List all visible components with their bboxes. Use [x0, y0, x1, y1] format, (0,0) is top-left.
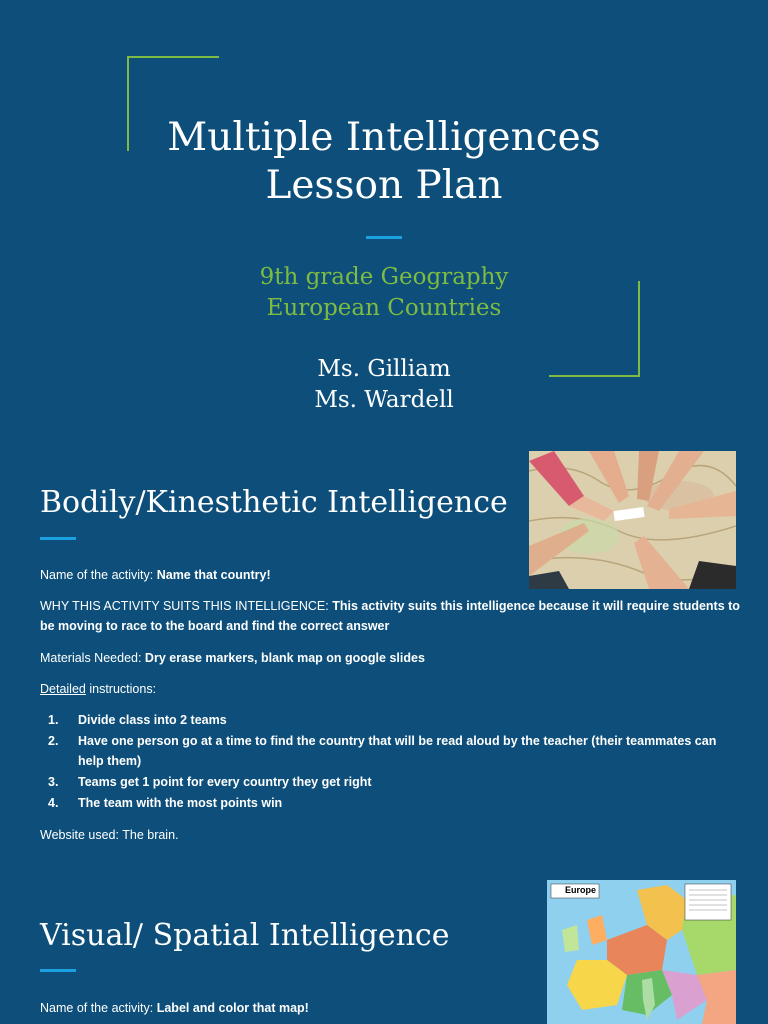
step-item [40, 731, 740, 771]
step-item [40, 710, 740, 730]
map-label: Europe [565, 885, 597, 895]
page-title [0, 114, 768, 210]
teacher-name-2: Ms. Wardell [314, 387, 454, 413]
step-text: Divide class into 2 teams [78, 713, 227, 727]
section-title-bodily: Bodily/Kinesthetic Intelligence [40, 485, 508, 520]
section-title-visual: Visual/ Spatial Intelligence [40, 918, 450, 953]
step-text: Teams get 1 point for every country they get right [78, 775, 372, 789]
teacher-name-1: Ms. Gilliam [317, 356, 451, 382]
materials-bodily [40, 648, 740, 668]
step-item [40, 772, 740, 792]
title-divider [366, 236, 402, 239]
step-number: 2. [48, 734, 59, 748]
activity-name-visual [40, 998, 740, 1018]
frame-corner-top-left-horizontal [127, 56, 219, 58]
activity-name-bodily [40, 565, 740, 585]
instruction-steps [40, 710, 740, 814]
subtitle [0, 262, 768, 324]
title-line-2: Lesson Plan [265, 163, 503, 208]
activity-value: Name that country! [156, 568, 271, 582]
subtitle-line-2: European Countries [266, 295, 502, 321]
activity-value: Label and color that map! [156, 1001, 309, 1015]
materials-value: Dry erase markers, blank map on google slides [144, 651, 425, 665]
section-divider-visual [40, 969, 76, 972]
why-label: WHY THIS ACTIVITY SUITS THIS INTELLIGENCE: [40, 599, 333, 613]
step-item [40, 793, 740, 813]
instructions-heading [40, 679, 740, 699]
instructions-rest: instructions: [85, 682, 157, 696]
why-suits-bodily [40, 596, 740, 636]
materials-label: Materials Needed: [40, 651, 145, 665]
step-text: The team with the most points win [78, 796, 283, 810]
step-number: 1. [48, 713, 59, 727]
title-line-1: Multiple Intelligences [167, 115, 601, 160]
why-value: This activity suits this intelligence because it will require students to be moving to race to the board and find the correct answer [40, 599, 740, 633]
step-number: 4. [48, 796, 59, 810]
activity-label: Name of the activity: [40, 1001, 157, 1015]
website-used: Website used: The brain. [40, 828, 179, 842]
instructions-underlined-word: Detailed [40, 682, 86, 696]
step-text: Have one person go at a time to find the country that will be read aloud by the teacher (their teammates can help them) [78, 734, 717, 768]
activity-label: Name of the activity: [40, 568, 157, 582]
step-number: 3. [48, 775, 59, 789]
subtitle-line-1: 9th grade Geography [259, 264, 509, 290]
teachers [0, 354, 768, 416]
section-divider-bodily [40, 537, 76, 540]
